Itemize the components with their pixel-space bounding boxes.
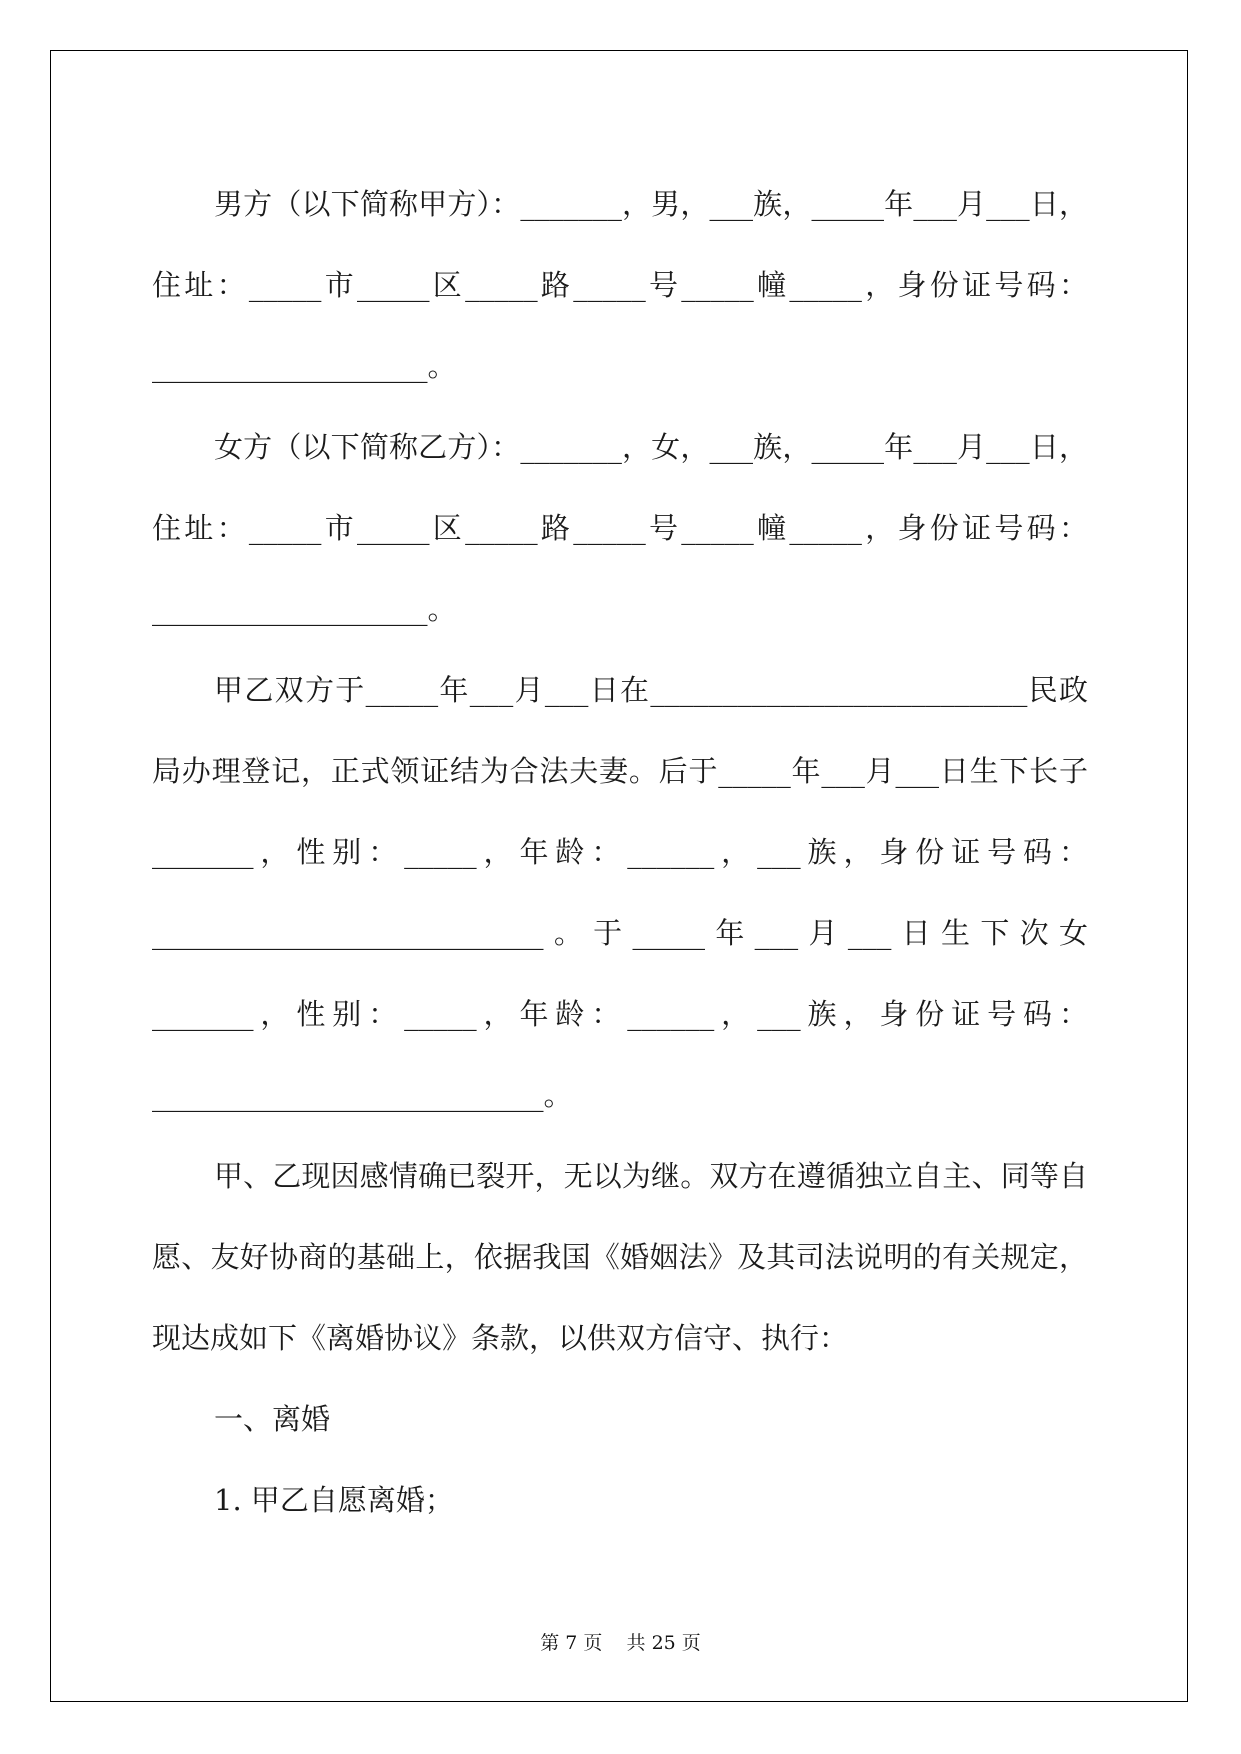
document-body	[152, 164, 1088, 1541]
clause-1: 1. 甲乙自愿离婚；	[214, 1483, 454, 1517]
page-number: 第 7 页	[540, 1632, 603, 1654]
page-footer	[0, 1628, 1241, 1655]
paragraph-reason: 甲、乙现因感情确已裂开，无以为继。双方在遵循独立自主、同等自愿、友好协商的基础上，依据我国《婚姻法》及其司法说明的有关规定，现达成如下《离婚协议》条款，以供双方信守、执行：	[152, 1159, 1088, 1355]
page-total: 共 25 页	[626, 1632, 701, 1654]
section-heading-divorce: 一、离婚	[214, 1402, 331, 1436]
paragraph-marriage-children: 甲乙双方于_____年___月___日在__________________________民政局办理登记，正式领证结为合法夫妻。后于_____年___月___日生下长子_______，性别：_____，年龄：______，___族，身份证号码：___________________________。于_____年___月___日生下次女_______，性别：_____，年龄：______，___族，身份证号码：___________________________。	[152, 673, 1088, 1112]
paragraph-party-a: 男方（以下简称甲方）：_______，男，___族，_____年___月___日，住址：_____市_____区_____路_____号_____幢_____，身份证号码：___________________。	[152, 187, 1088, 383]
paragraph-party-b: 女方（以下简称乙方）：_______，女，___族，_____年___月___日，住址：_____市_____区_____路_____号_____幢_____，身份证号码：___________________。	[152, 430, 1088, 626]
